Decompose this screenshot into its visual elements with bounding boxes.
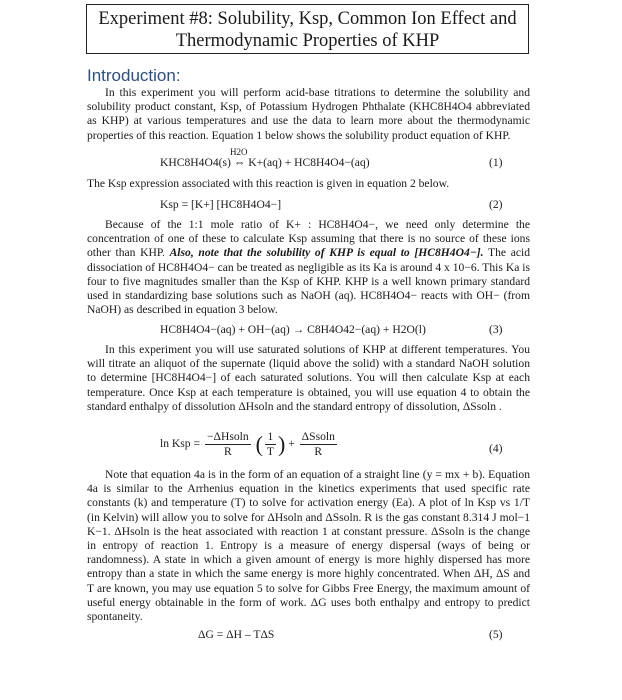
equation-3-number: (3) (489, 323, 503, 336)
equation-4-lhs: ln Ksp = (160, 437, 201, 451)
equation-4-numerator-3: ΔSsoln (301, 430, 335, 443)
paragraph-3 (87, 218, 530, 317)
equation-3: HC8H4O4−(aq) + OH−(aq) → C8H4O42−(aq) + H2O(l) (160, 323, 426, 336)
equation-4-fraction-2 (265, 430, 276, 459)
equation-4-numerator-2: 1 (265, 430, 276, 445)
title-line-1: Experiment #8: Solubility, Ksp, Common Ion Effect and (98, 9, 517, 29)
equation-5: ΔG = ΔH – TΔS (198, 628, 275, 641)
title-box (86, 4, 529, 54)
right-paren: ) (277, 431, 286, 457)
section-heading: Introduction: (87, 66, 181, 85)
equation-4-denominator-1: R (223, 445, 232, 458)
paragraph-3-part-2: The acid dissociation of HC8H4O4− can be treated as negligible as its Ka is around 4 x 10−6. This Ka is four to five magnitudes smaller than the Ksp of KHP. KHP is a well known primary standard used in standardizing base solutions such as NaOH (aq). HC8H4O4− reacts with OH− (from NaOH) as described in equation 3 below. (87, 246, 531, 317)
paragraph-5: Note that equation 4a is in the form of an equation of a straight line (y = mx + b). Equation 4a is similar to the Arrhenius equation in the kinetics experiments that used specific rate constants (k) and temperature (T) to solve for activation energy (Ea). A plot of ln Ksp vs 1/T (in Kelvin) will allow you to solve for ΔHsoln and ΔSsoln. R is the gas constant 8.314 J mol−1 K−1. ΔHsoln is the heat associated with reaction 1 at constant pressure. ΔSsoln is the change in entropy of reaction 1. Entropy is a measure of energy dispersal (ways of being or randomness). A state in which a given amount of energy is more highly dispersed has more entropy than a state in which the same energy is more highly concentrated. When ΔH, ΔS and T are known, you may use equation 5 to solve for Gibbs Free Energy, the maximum amount of useful energy obtainable in the form of work. ΔG uses both enthalpy and entropy to predict spontaneity. (87, 468, 530, 624)
equation-4-denominator-3: R (314, 445, 323, 458)
title-line-2: Thermodynamic Properties of KHP (175, 31, 440, 51)
equation-4-number: (4) (489, 442, 503, 455)
equation-2-number: (2) (489, 198, 503, 211)
paragraph-3-emphasis: Also, note that the solubility of KHP is equal to [HC8H4O4−]. (169, 246, 484, 260)
left-paren: ( (255, 431, 263, 457)
equation-4-fraction-1 (205, 430, 251, 459)
equation-4-plus: + (288, 437, 295, 451)
paragraph-1: In this experiment you will perform acid-base titrations to determine the solubility and solubility product constant, Ksp, of Potassium Hydrogen Phthalate (KHC8H4O4 abbreviated as KHP) at various temperatures and use the data to learn more about the thermodynamic properties of this reaction. Equation 1 below shows the solubility product equation of KHP. (87, 86, 530, 142)
equation-1-above-arrow: H2O (230, 147, 248, 157)
equation-4-fraction-3 (300, 430, 337, 459)
equation-4 (160, 430, 339, 459)
paragraph-2: The Ksp expression associated with this reaction is given in equation 2 below. (87, 177, 450, 190)
equation-4-denominator-2: T (266, 445, 274, 458)
paragraph-3-part-1: Because of the 1:1 mole ratio of K+ : HC8H4O4−, we need only determine the concentration of one of these to calculate Ksp assuming that there is no source of these ions other than KHP. (87, 218, 530, 260)
equation-5-number: (5) (489, 628, 503, 641)
equation-1: KHC8H4O4(s) ⇔ K+(aq) + HC8H4O4−(aq) (160, 156, 370, 169)
equation-1-number: (1) (489, 156, 503, 169)
equation-2: Ksp = [K+] [HC8H4O4−] (160, 198, 282, 211)
equation-4-numerator-1: −ΔHsoln (206, 430, 249, 443)
paragraph-4: In this experiment you will use saturated solutions of KHP at different temperatures. You will titrate an aliquot of the supernate (liquid above the solid) with a standard NaOH solution to determine [HC8H4O4−] of each saturated solutions. You will then calculate Ksp at each temperature. Once Ksp at each temperature is obtained, you will use equation 4 to obtain the standard enthalpy of dissolution ΔHsoln and the standard entropy of dissolution, ΔSsoln . (87, 343, 530, 413)
